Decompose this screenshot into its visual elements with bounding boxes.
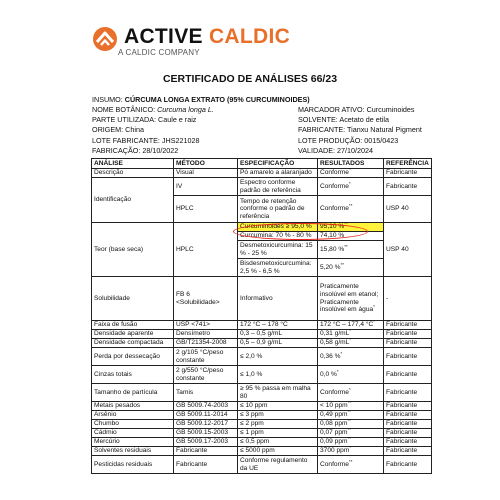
cell-analise: Teor (base seca) xyxy=(92,223,174,277)
parte-label: PARTE UTILIZADA: xyxy=(92,115,159,124)
result-text: 0,09 ppm xyxy=(320,438,348,446)
result-text: 0,58 g/mL xyxy=(320,339,350,347)
cell-metodo: FB 6 <Solubilidade> xyxy=(174,277,238,321)
result-text: Praticamente insolúvel em etanol; Praticamente insolúvel em água xyxy=(320,283,379,314)
cell-resultado xyxy=(318,178,384,196)
insumo-value: CÚRCUMA LONGA EXTRATO (95% CURCUMINOIDES) xyxy=(124,95,310,104)
cell-analise: Identificação xyxy=(92,178,174,223)
result-text: 3700 ppm xyxy=(320,447,350,455)
cell-metodo: IV xyxy=(174,178,238,196)
footnote-mark: * xyxy=(349,328,352,334)
cell-referencia: Fabricante xyxy=(384,420,432,429)
cell-referencia: Fabricante xyxy=(384,411,432,420)
result-text: 0,31 g/mL xyxy=(320,330,350,338)
footnote-mark: ** xyxy=(347,409,352,415)
origem-value: China xyxy=(125,125,144,134)
cell-especificacao: Informativo xyxy=(238,277,318,321)
result-text: Conforme xyxy=(320,388,349,396)
cell-resultado xyxy=(318,348,384,366)
table-row xyxy=(92,366,432,384)
table-row xyxy=(92,348,432,366)
table-row xyxy=(92,330,432,339)
cell-metodo: HPLC xyxy=(174,196,238,223)
cell-especificacao: Tempo de retenção conforme o padrão de referência xyxy=(238,196,318,223)
hand-drawn-highlight-circle xyxy=(233,223,368,240)
cell-analise: Chumbo xyxy=(92,420,174,429)
cell-resultado: 74,10 % xyxy=(318,232,384,241)
result-text: 0,49 ppm xyxy=(320,411,348,419)
results-table xyxy=(91,158,432,474)
cell-especificacao: Pó amarelo a alaranjado xyxy=(238,169,318,178)
cell-referencia: Fabricante xyxy=(384,321,432,330)
table-row xyxy=(92,447,432,456)
marcador-line xyxy=(298,105,415,114)
cell-analise: Cádmio xyxy=(92,429,174,438)
result-text: 0,08 ppm xyxy=(320,420,348,428)
cell-metodo: GB 5009.12-2017 xyxy=(174,420,238,429)
footnote-mark: * xyxy=(373,303,375,309)
cell-analise: Densidade aparente xyxy=(92,330,174,339)
insumo-line xyxy=(92,95,310,104)
footnote-mark: * xyxy=(336,368,339,374)
footnote-mark: * xyxy=(348,386,351,392)
cell-referencia: Fabricante xyxy=(384,339,432,348)
table-row xyxy=(92,402,432,411)
lote-fabricante-value: JHS221028 xyxy=(161,136,200,145)
cell-especificacao: ≤ 3 ppm xyxy=(238,411,318,420)
cell-referencia: Fabricante xyxy=(384,447,432,456)
cell-metodo: GB 5009.74-2003 xyxy=(174,402,238,411)
cell-especificacao-highlighted: Curcuminoides ≥ 95,0 % xyxy=(238,223,318,232)
cell-analise: Faixa de fusão xyxy=(92,321,174,330)
marcador-label: MARCADOR ATIVO: xyxy=(298,105,367,114)
cell-resultado xyxy=(318,196,384,223)
cell-especificacao: ≤ 1 ppm xyxy=(238,429,318,438)
solvente-label: SOLVENTE: xyxy=(298,115,340,124)
cell-especificacao: ≤ 0,5 ppm xyxy=(238,438,318,447)
cell-analise: Densidade compactada xyxy=(92,339,174,348)
cell-metodo: 2 g/550 °C/peso constante xyxy=(174,366,238,384)
cell-metodo: GB/T21354-2008 xyxy=(174,339,238,348)
cell-especificacao: ≤ 5000 ppm xyxy=(238,447,318,456)
cell-metodo: Densímetro xyxy=(174,330,238,339)
company-tagline: A CALDIC COMPANY xyxy=(118,48,200,57)
cell-metodo: GB 5009.17-2003 xyxy=(174,438,238,447)
cell-especificacao: Curcumina: 70 % - 80 % xyxy=(238,232,318,241)
cell-referencia: USP 40 xyxy=(384,196,432,223)
cell-resultado xyxy=(318,241,384,259)
table-row xyxy=(92,169,432,178)
solvente-value: Acetato de etila xyxy=(339,115,389,124)
result-text: Conforme xyxy=(320,205,349,213)
cell-metodo: Fabricante xyxy=(174,447,238,456)
fabricacao-label: FABRICAÇÃO: xyxy=(92,146,143,155)
cell-especificacao: 172 °C – 178 °C xyxy=(238,321,318,330)
footnote-mark: * xyxy=(373,319,376,325)
cell-analise: Solubilidade xyxy=(92,277,174,321)
cell-referencia: USP 40 xyxy=(384,223,432,277)
cell-analise: Descrição xyxy=(92,169,174,178)
cell-analise: Tamanho de partícula xyxy=(92,384,174,402)
marcador-value: Curcuminoides xyxy=(366,105,415,114)
cell-referencia: Fabricante xyxy=(384,402,432,411)
table-row xyxy=(92,420,432,429)
footnote-mark: ** xyxy=(344,221,348,227)
cell-referencia: Fabricante xyxy=(384,456,432,474)
botanico-line xyxy=(92,105,214,114)
lote-producao-value: 0015/0423 xyxy=(364,136,399,145)
cell-metodo: Tamis xyxy=(174,384,238,402)
cell-resultado xyxy=(318,339,384,348)
cell-referencia: Fabricante xyxy=(384,366,432,384)
fabricacao-line xyxy=(92,146,178,155)
cell-metodo: GB 5009.11-2014 xyxy=(174,411,238,420)
result-text: < 10 ppm xyxy=(320,402,348,410)
cell-analise: Perda por dessecação xyxy=(92,348,174,366)
cell-analise: Cinzas totais xyxy=(92,366,174,384)
result-text: Conforme xyxy=(320,182,349,190)
table-row xyxy=(92,456,432,474)
validade-label: VALIDADE: xyxy=(298,146,338,155)
cell-resultado xyxy=(318,169,384,178)
document-title: CERTIFICADO DE ANÁLISES 66/23 xyxy=(162,73,338,85)
result-text: 95,10 % xyxy=(320,223,345,231)
cell-referencia: Fabricante xyxy=(384,384,432,402)
table-row xyxy=(92,429,432,438)
validade-value: 27/10/2024 xyxy=(337,146,373,155)
col-header-especificacao: ESPECIFICAÇÃO xyxy=(238,159,318,169)
cell-referencia: - xyxy=(384,277,432,321)
table-row xyxy=(92,411,432,420)
validade-line xyxy=(298,146,373,155)
footnote-mark: ** xyxy=(347,427,352,433)
origem-label: ORIGEM: xyxy=(92,125,126,134)
cell-referencia: Fabricante xyxy=(384,169,432,178)
brand-name xyxy=(124,26,290,48)
cell-resultado xyxy=(318,447,384,456)
lote-producao-line xyxy=(298,136,398,145)
col-header-analise: ANÁLISE xyxy=(92,159,174,169)
col-header-referencia: REFERÊNCIA xyxy=(384,159,432,169)
fabricante-line xyxy=(298,125,422,134)
caldic-logo-icon xyxy=(92,26,118,52)
cell-especificacao: Espectro conforme padrão de referência xyxy=(238,178,318,196)
result-text: 15,80 % xyxy=(320,245,345,253)
cell-especificacao: ≤ 1,0 % xyxy=(238,366,318,384)
cell-analise: Solventes residuais xyxy=(92,447,174,456)
cell-especificacao: 0,5 – 0,9 g/mL xyxy=(238,339,318,348)
cell-especificacao: 0,3 – 0,5 g/mL xyxy=(238,330,318,339)
cell-resultado xyxy=(318,384,384,402)
solvente-line xyxy=(298,115,389,124)
lote-producao-label: LOTE PRODUÇÃO: xyxy=(298,136,365,145)
footnote-mark: * xyxy=(349,337,352,343)
fabricante-value: Tianxu Natural Pigment xyxy=(347,125,422,134)
cell-especificacao: Bisdesmetoxicurcumina: 2,5 % - 6,5 % xyxy=(238,259,318,277)
table-row xyxy=(92,321,432,330)
brand-caldic: CALDIC xyxy=(208,25,291,48)
result-text: 0,07 ppm xyxy=(320,429,348,437)
cell-metodo: GB 5009.15-2003 xyxy=(174,429,238,438)
parte-line xyxy=(92,115,196,124)
table-row xyxy=(92,277,432,321)
footnote-mark: * xyxy=(340,350,343,356)
footnote-mark: ** xyxy=(347,436,352,442)
origem-line xyxy=(92,125,144,134)
cell-metodo: USP <741> xyxy=(174,321,238,330)
footnote-mark: * xyxy=(348,180,351,186)
cell-referencia: Fabricante xyxy=(384,429,432,438)
cell-metodo: 2 g/105 °C/peso constante xyxy=(174,348,238,366)
cell-referencia: Fabricante xyxy=(384,348,432,366)
footnote-mark: ** xyxy=(344,243,348,249)
result-text: 0,36 % xyxy=(320,352,341,360)
cell-especificacao: Desmetoxicurcumina: 15 % - 25 % xyxy=(238,241,318,259)
fabricante-label: FABRICANTE: xyxy=(298,125,347,134)
footnote-mark: ** xyxy=(348,458,353,464)
cell-referencia: Fabricante xyxy=(384,438,432,447)
footnote-mark: * xyxy=(348,167,351,173)
lote-fabricante-line xyxy=(92,136,199,145)
cell-resultado xyxy=(318,259,384,277)
footnote-mark: ** xyxy=(348,203,353,209)
table-header-row xyxy=(92,159,432,169)
result-text: 172 °C – 177,4 °C xyxy=(320,321,374,329)
cell-metodo: HPLC xyxy=(174,223,238,277)
cell-resultado xyxy=(318,456,384,474)
fabricacao-value: 28/10/2022 xyxy=(142,146,179,155)
table-row xyxy=(92,438,432,447)
cell-analise: Pesticidas residuais xyxy=(92,456,174,474)
footnote-mark: ** xyxy=(340,261,345,267)
lote-fabricante-label: LOTE FABRICANTE: xyxy=(92,136,162,145)
cell-referencia: Fabricante xyxy=(384,330,432,339)
result-text: 0,0 % xyxy=(320,370,337,378)
footnote-mark: ** xyxy=(347,418,352,424)
cell-referencia: Fabricante xyxy=(384,178,432,196)
brand-active: ACTIVE xyxy=(124,25,203,48)
table-row xyxy=(92,178,432,196)
insumo-label: INSUMO: xyxy=(92,95,125,104)
col-header-resultados: RESULTADOS xyxy=(318,159,384,169)
table-row xyxy=(92,384,432,402)
cell-analise: Metais pesados xyxy=(92,402,174,411)
footnote-mark: ** xyxy=(347,400,352,406)
col-header-metodo: MÉTODO xyxy=(174,159,238,169)
cell-metodo: Visual xyxy=(174,169,238,178)
botanico-label: NOME BOTÂNICO: xyxy=(92,105,158,114)
result-text: Conforme xyxy=(320,460,349,468)
cell-resultado xyxy=(318,366,384,384)
cell-especificacao: ≤ 2,0 % xyxy=(238,348,318,366)
result-text: Conforme xyxy=(320,169,349,177)
cell-analise: Arsênio xyxy=(92,411,174,420)
result-text: 5,20 % xyxy=(320,263,341,271)
table-row xyxy=(92,339,432,348)
botanico-value: Curcuma longa L. xyxy=(157,105,214,114)
cell-especificacao: Conforme regulamento da UE xyxy=(238,456,318,474)
parte-value: Caule e raiz xyxy=(158,115,197,124)
cell-especificacao: ≥ 95 % passa em malha 80 xyxy=(238,384,318,402)
cell-especificacao: ≤ 2 ppm xyxy=(238,420,318,429)
cell-resultado xyxy=(318,277,384,321)
cell-especificacao: ≤ 10 ppm xyxy=(238,402,318,411)
cell-analise: Mercúrio xyxy=(92,438,174,447)
cell-metodo: Fabricante xyxy=(174,456,238,474)
footnote-mark: * xyxy=(349,445,352,451)
